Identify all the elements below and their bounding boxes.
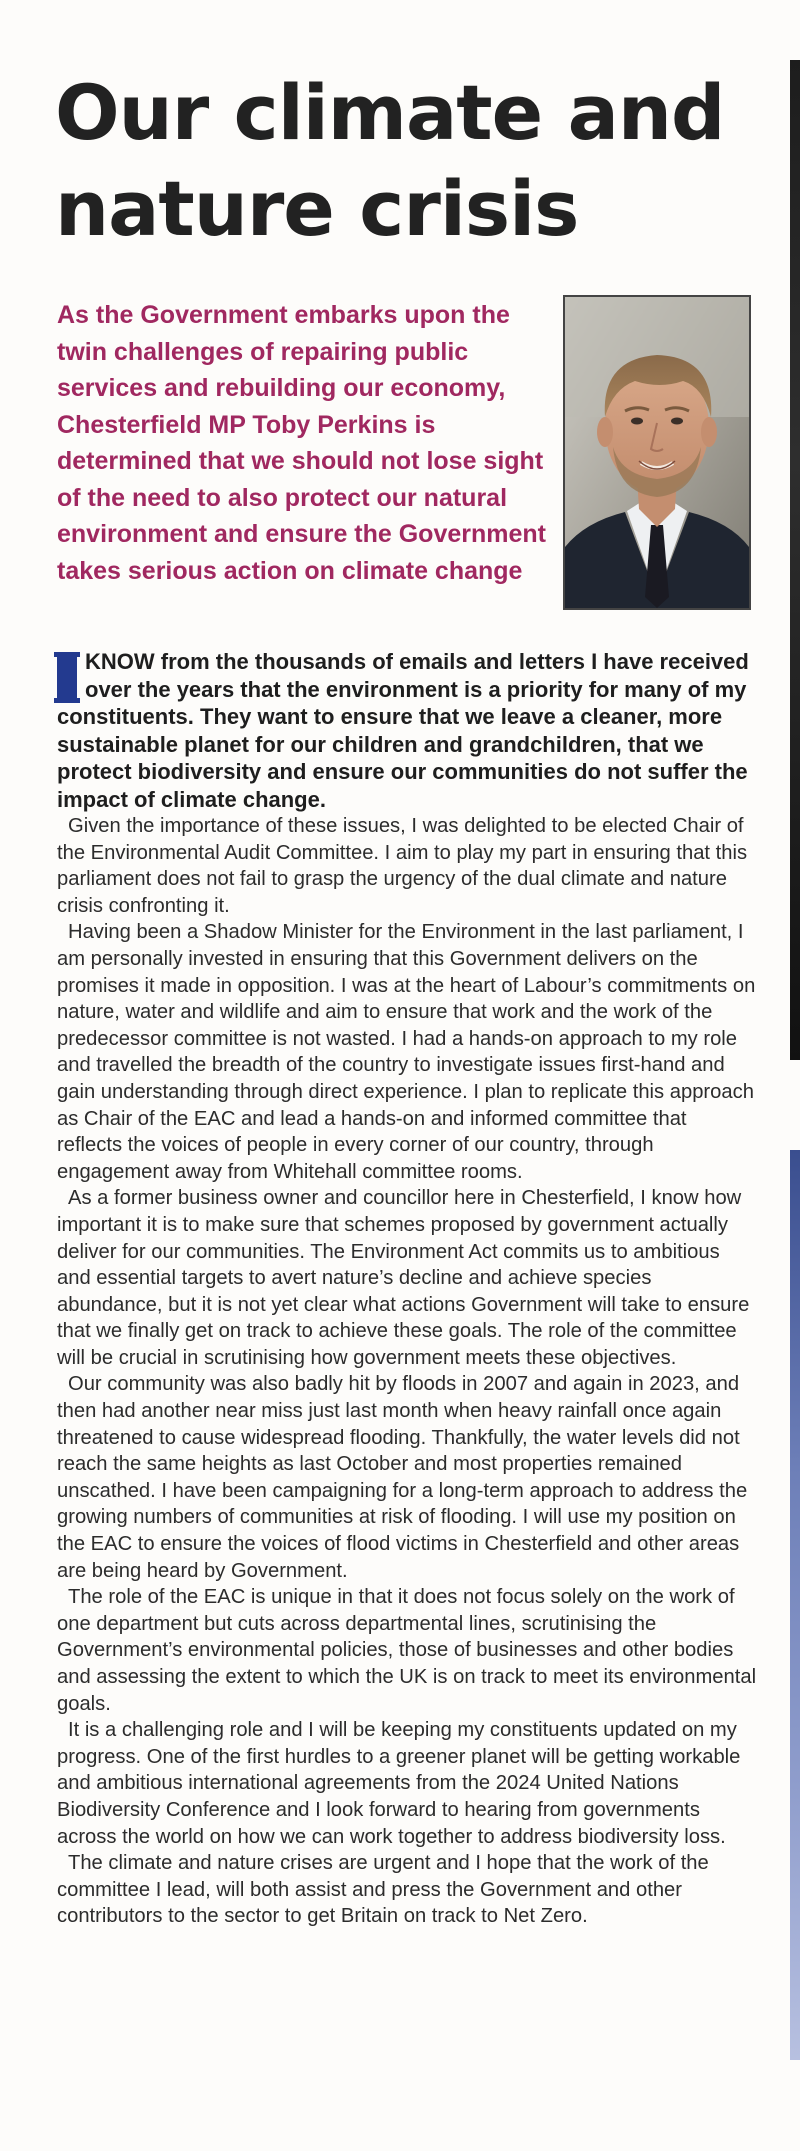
article-paragraph: It is a challenging role and I will be keeping my constituents updated on my progress. One of the first hurdles to a greener planet will be getting workable and ambitious international agreements from the 2024 United Nations Biodiversity Conference and I look forward to hearing from governments across the world on how we can work together to address biodiversity loss. — [57, 1719, 741, 1848]
portrait-illustration — [565, 297, 749, 608]
adjacent-page-edge-blue — [790, 1150, 800, 2060]
drop-cap — [57, 653, 77, 702]
mp-portrait-photo — [563, 295, 751, 610]
article-paragraph: Given the importance of these issues, I was delighted to be elected Chair of the Environmental Audit Committee. I aim to play my part in ensuring that this parliament does not fail to grasp the urgency of the dual climate and nature crisis confronting it. — [57, 815, 748, 917]
article-headline: Our climate and nature crisis — [55, 68, 725, 253]
article-standfirst: As the Government embarks upon the twin challenges of repairing public services and rebuilding our economy, Chesterfield MP Toby Perkins is determined that we should not lose sight of the need to also protect our natural environment and ensure the Government takes serious action on climate change — [57, 301, 546, 585]
article-paragraph: The role of the EAC is unique in that it does not focus solely on the work of one department but cuts across departmental lines, scrutinising the Government’s environmental policies, those of businesses and other bodies and assessing the extent to which the UK is on track to meet its environmental goals. — [57, 1586, 757, 1715]
lead-text: KNOW from the thousands of emails and letters I have received over the years that the environment is a priority for many of my constituents. They want to ensure that we leave a cleaner, more sustainable planet for our children and grandchildren, that we protect biodiversity and ensure our communities do not suffer the impact of climate change. — [57, 649, 749, 812]
article-paragraph: Our community was also badly hit by floods in 2007 and again in 2023, and then had another near miss just last month when heavy rainfall once again threatened to cause widespread flooding. Thankfully, the water levels did not reach the same heights as last October and most properties remained unscathed. I have been campaigning for a long-term approach to address the growing numbers of communities at risk of flooding. I will use my position on the EAC to ensure the voices of flood victims in Chesterfield and other areas are being heard by Government. — [57, 1373, 748, 1582]
adjacent-page-edge — [790, 60, 800, 1060]
article-paragraph: Having been a Shadow Minister for the Environment in the last parliament, I am personally invested in ensuring that this Government delivers on the promises it made in opposition. I was at the heart of Labour’s commitments on nature, water and wildlife and aim to ensure that work and the work of the predecessor committee is not wasted. I had a hands-on approach to my role and travelled the breadth of the country to investigate issues first-hand and gain understanding through direct experience. I plan to replicate this approach as Chair of the EAC and lead a hands-on and informed committee that reflects the voices of people in every corner of our country, through engagement away from Whitehall committee rooms. — [57, 921, 756, 1183]
article-lead-paragraph — [57, 648, 757, 813]
article-paragraph: The climate and nature crises are urgent and I hope that the work of the committee I lead, will both assist and press the Government and other contributors to the sector to get Britain on track to Net Zero. — [57, 1852, 709, 1928]
article-body — [57, 648, 757, 1930]
article-paragraph: As a former business owner and councillor here in Chesterfield, I know how important it is to make sure that schemes proposed by government actually deliver for our communities. The Environment Act commits us to ambitious and essential targets to avert nature’s decline and achieve species abundance, but it is not yet clear what actions Government will take to ensure that we finally get on track to achieve these goals. The role of the committee will be crucial in scrutinising how government meets these objectives. — [57, 1187, 750, 1369]
